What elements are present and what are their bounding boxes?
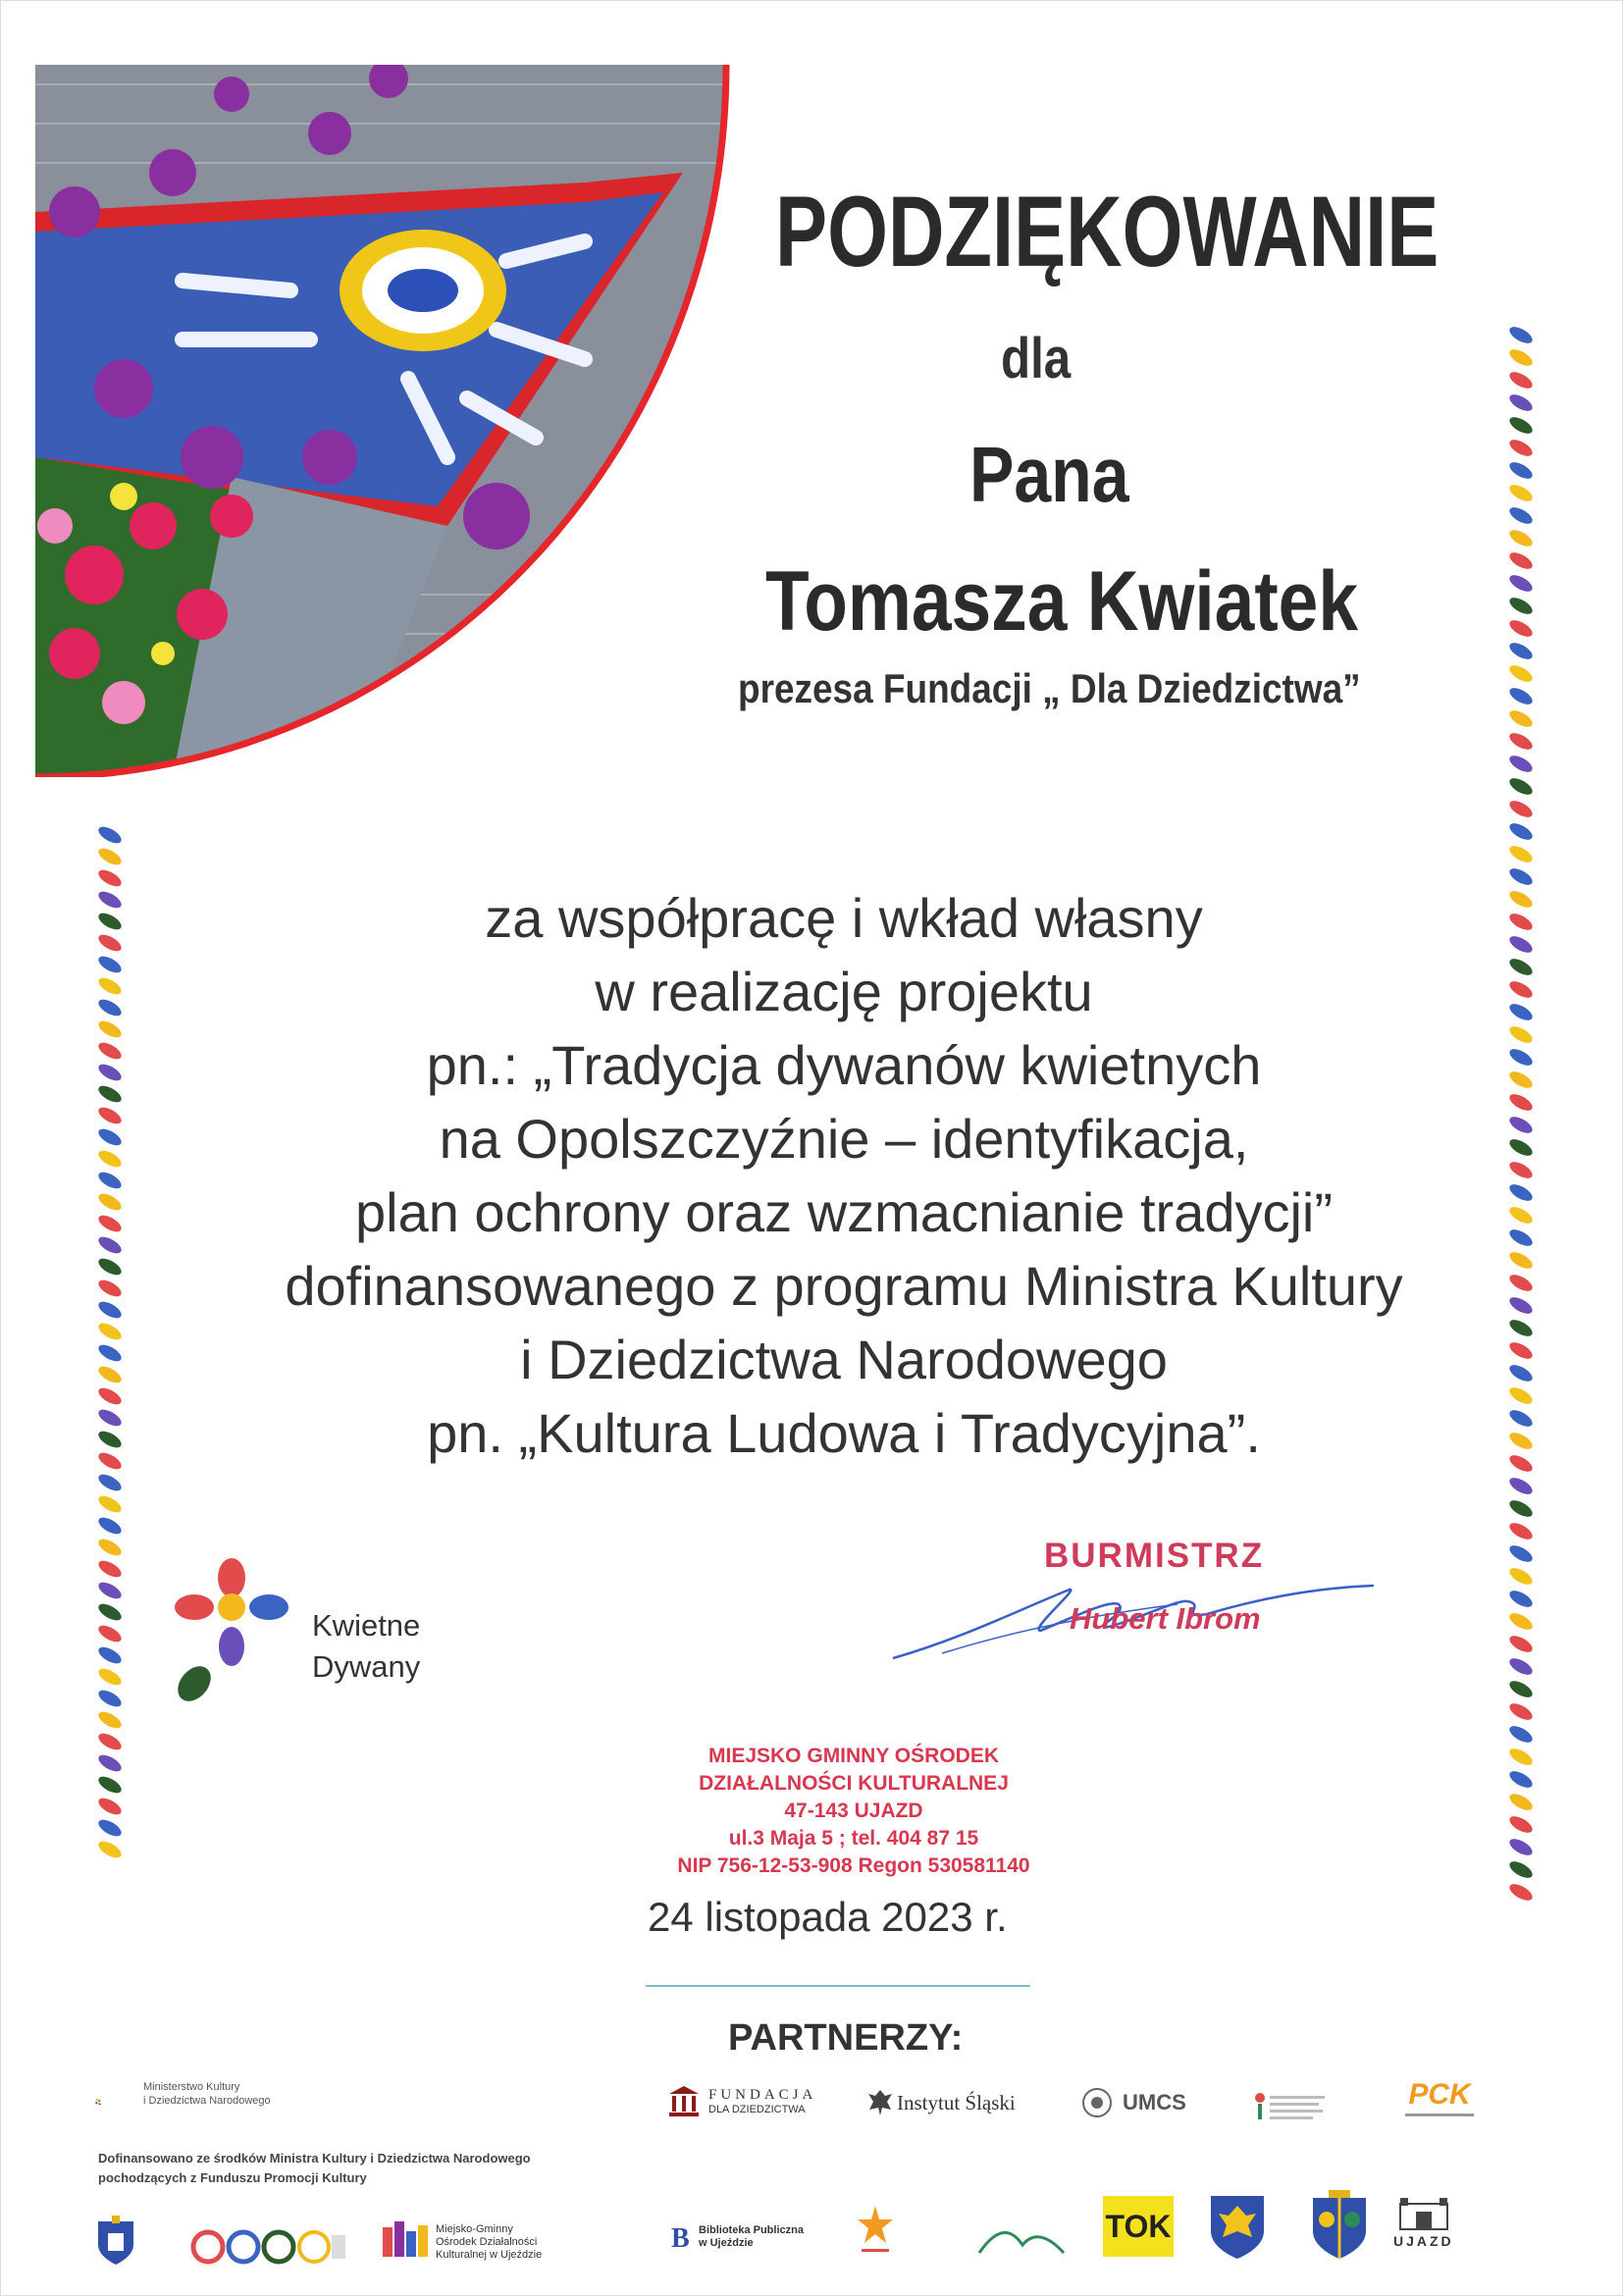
petal [1507,730,1536,753]
certificate-title: PODZIĘKOWANIE [775,176,1440,287]
petal [96,953,125,975]
petal [1507,369,1536,391]
petal [96,888,125,911]
mgodk-line: Ośrodek Działalności [436,2235,538,2248]
petal [96,1449,125,1472]
hills-logo-icon [977,2223,1066,2259]
petal [1507,1746,1536,1768]
petal [96,1536,125,1558]
petal [96,1492,125,1515]
petal [1507,1475,1536,1497]
petal [1507,978,1536,1001]
partner-tok [1103,2196,1174,2257]
petal [96,1751,125,1774]
petal [96,1644,125,1666]
petal [1507,933,1536,956]
funding-line: pochodzących z Funduszu Promocji Kultury [98,2170,367,2185]
petal [1507,1678,1536,1700]
issue-date: 24 listopada 2023 r. [648,1894,1008,1940]
body-line: na Opolszczyźnie – identyfikacja, [439,1108,1249,1170]
institution-stamp [628,1743,1079,1880]
petal [96,931,125,954]
partner-umcs [1079,2086,1186,2119]
petal [96,1406,125,1429]
spoldzielnia-logo-icon [856,2204,895,2259]
petal [96,1471,125,1493]
petal [96,1514,125,1537]
petal [1507,595,1536,617]
kwietne-dywany-logo-icon [173,1556,290,1713]
petal [1507,1249,1536,1272]
petal [1507,820,1536,843]
body-line: dofinansowanego z programu Ministra Kultury [285,1255,1403,1317]
petal [1507,888,1536,911]
petal [1507,1858,1536,1881]
petal [96,1708,125,1731]
certificate-body [147,881,1541,1470]
petal [96,1687,125,1709]
petal [1507,707,1536,730]
recipient-role: prezesa Fundacji „ Dla Dziedzictwa” [738,665,1361,711]
petal [1507,527,1536,549]
petal [1507,775,1536,798]
petal [96,1428,125,1450]
petal [1507,1700,1536,1723]
petal [1507,1881,1536,1904]
petal [1507,1204,1536,1226]
petal [96,996,125,1018]
petal [96,1622,125,1644]
petal [1507,459,1536,482]
body-line: i Dziedzictwa Narodowego [520,1329,1168,1390]
recipient-name: Tomasza Kwiatek [765,554,1358,649]
ujazd-label: UJAZD [1393,2233,1454,2249]
petal [96,845,125,867]
pck-subtitle-icon [1405,2112,1474,2119]
petal [1507,437,1536,459]
partner-pck [1405,2078,1474,2119]
petal [96,1190,125,1213]
ujazd-coat-of-arms-icon [94,2214,137,2267]
partner-fundacja-dla-dziedzictwa [667,2084,816,2117]
petal [1507,1520,1536,1542]
petal [96,866,125,889]
ujazd-castle-icon [1394,2194,1453,2233]
funding-note [98,2149,531,2188]
petal [1507,1114,1536,1136]
petal [1507,1723,1536,1746]
opolskie-coat-of-arms-icon [1207,2192,1268,2261]
umcs-label: UMCS [1123,2090,1186,2114]
petal [96,1384,125,1407]
petal [96,1557,125,1580]
petal [1507,391,1536,414]
petal [1507,1565,1536,1588]
petal [1507,324,1536,346]
petal [1507,911,1536,933]
petal [96,1298,125,1321]
petal [1507,1181,1536,1204]
salutation: Pana [969,431,1129,518]
petal [1507,753,1536,775]
petal [1507,1542,1536,1565]
petal [1507,1655,1536,1678]
right-petal-border [1501,324,1544,1913]
petal [1507,640,1536,662]
petal [96,1363,125,1385]
petal [1507,1226,1536,1249]
petal [1507,1046,1536,1069]
petal [1507,1813,1536,1836]
petal [1507,1136,1536,1159]
temple-icon [667,2084,701,2117]
partner-instytut-slaski [867,2088,1016,2117]
body-line: w realizację projektu [595,961,1093,1022]
petal [96,1233,125,1256]
petal [96,1730,125,1752]
petal [1507,414,1536,437]
petal [1507,1633,1536,1655]
petal [1507,662,1536,685]
petal [1507,504,1536,527]
partners-heading: PARTNERZY: [728,2017,964,2059]
petal [1507,1430,1536,1452]
petal [1507,1497,1536,1520]
pfron-logo-icon [1252,2088,1331,2123]
petal [1507,1339,1536,1362]
left-petal-border [90,824,133,1904]
petal [96,1255,125,1278]
leader-ujazd-logo-icon [188,2225,345,2269]
partner-pfron [1252,2088,1331,2123]
eagle-icon [867,2088,893,2117]
petal [1507,1294,1536,1317]
mgodk-logo-icon [381,2218,430,2267]
kwietne-dywany-text [312,1605,420,1688]
petal [1507,1791,1536,1813]
stamp-line: 47-143 UJAZD [784,1800,923,1822]
petal [1507,1384,1536,1407]
petal [1507,482,1536,504]
ministry-logo-text [143,2080,271,2108]
petal [1507,1091,1536,1114]
mgodk-line: Kulturalnej w Ujeździe [436,2248,543,2261]
petal [1507,1588,1536,1610]
umcs-emblem-icon [1079,2086,1115,2119]
petal [1507,346,1536,369]
petal [96,1773,125,1796]
petal [96,1169,125,1191]
petal [1507,865,1536,888]
petal [1507,1023,1536,1046]
logo-line: Kwietne [312,1608,421,1643]
biblioteka-line: Biblioteka Publiczna [699,2224,804,2236]
stamp-line: MIEJSKO GMINNY OŚRODEK [708,1745,999,1767]
petal [1507,1069,1536,1091]
petal [1507,1768,1536,1791]
petal [96,974,125,997]
petal [96,1018,125,1040]
petal [1507,1001,1536,1023]
petal [1507,549,1536,572]
funding-line: Dofinansowano ze środków Ministra Kultury i Dziedzictwa Narodowego [98,2151,531,2166]
body-line: pn.: „Tradycja dywanów kwietnych [426,1034,1262,1096]
svg-text:B: B [671,2223,690,2254]
petal [96,1320,125,1342]
petal [1507,1317,1536,1339]
petal [96,1125,125,1148]
petal [96,1795,125,1817]
stamp-line: NIP 756-12-53-908 Regon 530581140 [677,1854,1030,1877]
partner-biblioteka [667,2219,804,2255]
body-line: plan ochrony oraz wzmacnianie tradycji” [355,1181,1333,1243]
signature-title: BURMISTRZ [1044,1537,1265,1575]
petal [96,1816,125,1839]
petal [96,1341,125,1364]
petal [1507,1362,1536,1384]
petal [96,1212,125,1234]
petal [96,1082,125,1105]
petal [96,1579,125,1601]
separator-line [646,1985,1030,1987]
fundacja-line: FUNDACJA [708,2086,817,2103]
body-line: za współpracę i wkład własny [485,887,1203,949]
ministry-line: i Dziedzictwa Narodowego [143,2095,271,2107]
body-line: pn. „Kultura Ludowa i Tradycyjna”. [427,1402,1261,1464]
stamp-line: ul.3 Maja 5 ; tel. 404 87 15 [728,1827,979,1850]
petal [1507,617,1536,640]
ministry-line: Ministerstwo Kultury [143,2081,240,2093]
petal [1507,1836,1536,1858]
petal [96,1104,125,1126]
powiat-coat-of-arms-icon [1309,2190,1370,2261]
petal [96,1277,125,1299]
fundacja-line: DLA DZIEDZICTWA [708,2103,806,2115]
signatory-name: Hubert Ibrom [1070,1601,1261,1636]
mgodk-line: Miejsko-Gminny [436,2222,513,2235]
instytut-label: Instytut Śląski [897,2090,1016,2114]
petal [96,1147,125,1170]
petal [1507,843,1536,865]
petal [96,910,125,932]
pck-label: PCK [1408,2078,1471,2111]
for-label: dla [1001,327,1072,391]
logo-line: Dywany [312,1649,421,1684]
partner-mgodk-ujazd [381,2218,542,2267]
petal [96,1061,125,1083]
petal [1507,572,1536,595]
petal [1507,1610,1536,1633]
petal [1507,1159,1536,1181]
petal [1507,1272,1536,1294]
petal [96,1665,125,1688]
petal [1507,798,1536,820]
tok-label: TOK [1105,2208,1172,2244]
petal [96,1600,125,1623]
partner-ujazd-gmina [1393,2194,1454,2249]
petal [1507,956,1536,978]
petal [96,1838,125,1860]
biblioteka-line: w Ujeździe [699,2237,754,2249]
flower-carpet-photo [35,65,791,777]
petal [96,1039,125,1062]
book-b-icon [667,2219,693,2255]
stamp-line: DZIAŁALNOŚCI KULTURALNEJ [699,1772,1009,1795]
ministry-logo-icon [94,2078,137,2125]
petal [96,824,125,847]
petal [1507,685,1536,707]
petal [1507,1452,1536,1475]
petal [1507,1407,1536,1430]
